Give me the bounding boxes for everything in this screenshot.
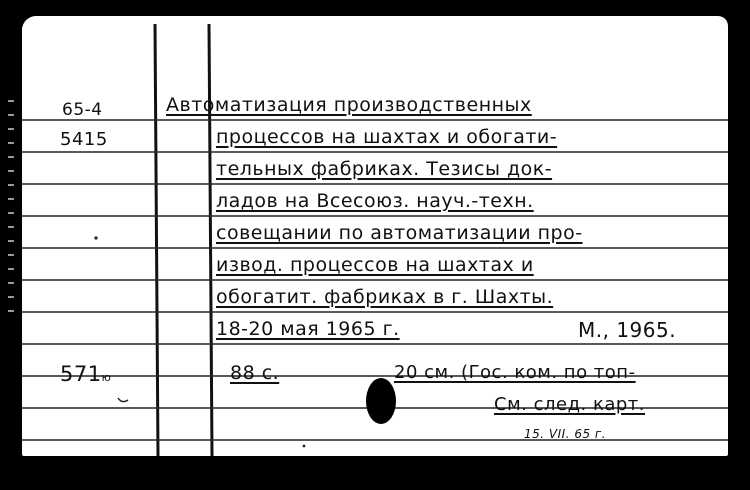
- catalog-code: 65-4: [62, 100, 103, 120]
- body-line: извод. процессов на шахтах и: [216, 254, 534, 276]
- body-line: процессов на шахтах и обогати-: [216, 126, 558, 148]
- continuation-note: См. след. карт.: [494, 394, 645, 415]
- shelf-mark: [60, 364, 111, 385]
- ink-dot: [94, 236, 97, 239]
- stamp-date: 15. VII. 65 г.: [524, 427, 607, 441]
- ink-dot: [303, 445, 306, 448]
- body-line: обогатит. фабриках в г. Шахты.: [216, 286, 554, 308]
- shelf-mark-suffix: ю: [101, 371, 112, 384]
- pen-mark: [118, 398, 128, 402]
- body-line: совещании по автоматизации про-: [216, 222, 583, 244]
- imprint: М., 1965.: [578, 318, 677, 342]
- vertical-rule: [155, 24, 158, 456]
- body-line: тельных фабриках. Тезисы док-: [216, 158, 553, 180]
- date-line: 18-20 мая 1965 г.: [216, 318, 400, 340]
- vertical-rule: [209, 24, 212, 456]
- shelf-mark-number: 571: [60, 362, 102, 386]
- call-number: 5415: [60, 129, 108, 150]
- size-series: 20 см. (Гос. ком. по топ-: [394, 362, 636, 383]
- pages: 88 с.: [230, 362, 280, 384]
- body-line: ладов на Всесоюз. науч.-техн.: [216, 190, 534, 212]
- margin-perforation: [8, 100, 14, 320]
- title-line: Автоматизация производственных: [166, 94, 532, 116]
- hole-punch: [366, 378, 396, 424]
- catalog-card: [22, 16, 728, 456]
